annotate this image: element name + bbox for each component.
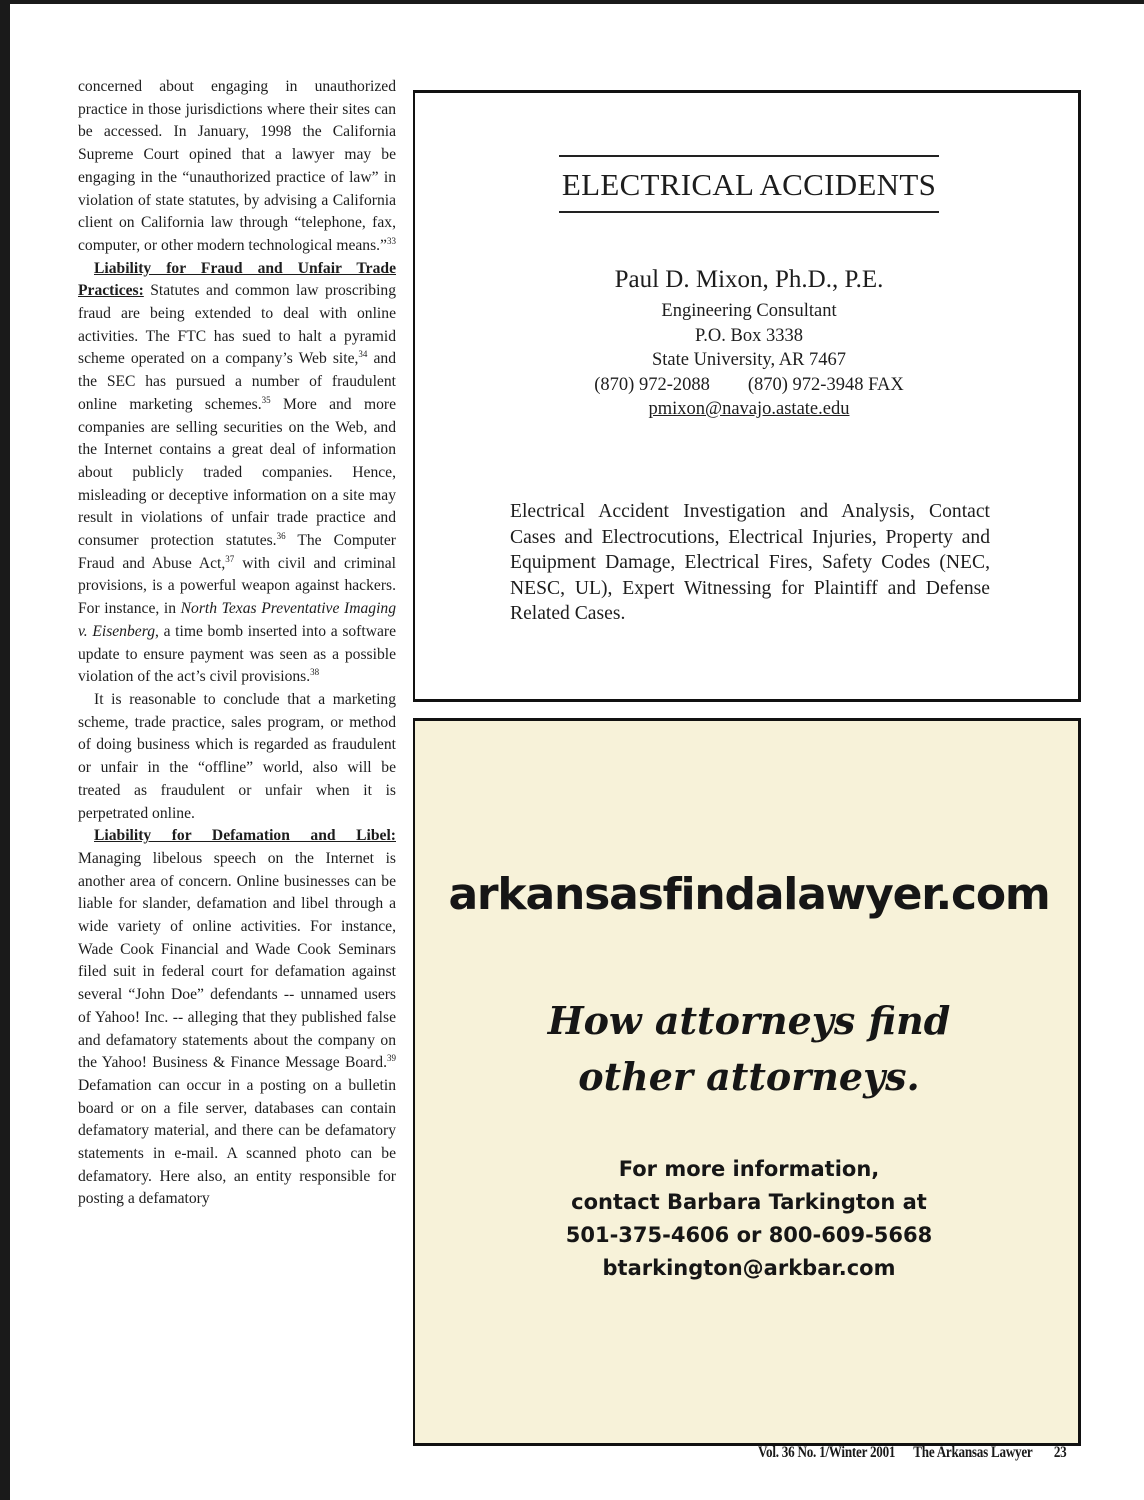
find-a-lawyer-ad: [413, 718, 1081, 1446]
phone-line: [415, 373, 1083, 398]
ad-tagline: [415, 993, 1083, 1105]
publication-name: The Arkansas Lawyer: [913, 1444, 1033, 1461]
po-box: P.O. Box 3338: [695, 325, 803, 346]
phone-number: (870) 972-2088: [594, 374, 710, 395]
fax-number: (870) 972-3948 FAX: [747, 374, 904, 395]
footnote-ref: 37: [225, 553, 235, 564]
article-paragraph: [78, 76, 396, 258]
paragraph-text: It is reasonable to conclude that a marketing scheme, trade practice, sales program, or method of doing business which is regarded as fraudulent or unfair in the “offline” world, also will be treated as fraudulent or unfair when it is perpetrated online.: [78, 690, 396, 822]
contact-info: [415, 1153, 1083, 1285]
tagline-line: How attorneys find: [547, 998, 951, 1043]
page-edge: [0, 0, 10, 1500]
paragraph-text: Managing libelous speech on the Internet is another area of concern. Online businesses can be liable for slander, defamation and libel through a wide variety of online activities. For instance, Wade Cook Financial and Wade Cook Seminars filed suit in federal court for defamation against several “John Doe” defendants -- unnamed users of Yahoo! Inc. -- alleging that they published false and defamatory statements about the company on the Yahoo! Business & Finance Message Board.: [78, 849, 396, 1072]
page-footer: [758, 1444, 1067, 1470]
tagline-line: other attorneys.: [578, 1054, 920, 1099]
page-number: 23: [1053, 1444, 1067, 1461]
info-line: contact Barbara Tarkington at: [571, 1190, 927, 1214]
email-link[interactable]: pmixon@navajo.astate.edu: [648, 399, 850, 419]
top-rule: [0, 0, 1144, 4]
ad-title-rules: [559, 155, 939, 213]
footnote-ref: 36: [276, 530, 286, 541]
footnote-ref: 35: [261, 394, 271, 405]
footnote-ref: 34: [358, 349, 368, 360]
consultant-name: Paul D. Mixon, Ph.D., P.E.: [614, 266, 884, 293]
phone-numbers: 501-375-4606 or 800-609-5668: [565, 1223, 933, 1247]
ad-title: ELECTRICAL ACCIDENTS: [561, 167, 937, 202]
article-paragraph: [78, 689, 396, 825]
paragraph-text: Statutes and common law proscribing fraud are being extended to deal with online activities. The FTC has sued to halt a pyramid scheme operated on a company’s Web site,: [78, 282, 396, 368]
services-description: Electrical Accident Investigation and Analysis, Contact Cases and Electrocutions, Electrical Injuries, Property and Equipment Damage, Electrical Fires, Safety Codes (NEC, NESC, UL), Expert Witnessing for Plaintiff and Defense Related Cases.: [510, 501, 990, 624]
paragraph-text: , a time bomb inserted into a software update to ensure payment was seen as a possible violation of the act’s civil provisions.: [78, 622, 397, 686]
paragraph-text: and the SEC has pursued a number of fraudulent online marketing schemes.: [78, 350, 396, 413]
info-line: For more information,: [618, 1157, 880, 1181]
paragraph-text: concerned about engaging in unauthorized practice in those jurisdictions where their sites can be accessed. In January, 1998 the California Supreme Court opined that a lawyer may be engaging in the “unauthorized practice of law” in violation of state statutes, by advising a California client on California law through “telephone, fax, computer, or other modern technological means.”: [78, 78, 396, 254]
paragraph-text: More and more companies are selling securities on the Web, and the Internet contains a great deal of information about publicly traded companies. Hence, misleading or deceptive information on a site may result in violations of unfair trade practice and consumer protection statutes.: [78, 395, 396, 550]
case-citation: North Texas Preventative Imaging v. Eisenberg: [78, 600, 396, 640]
website-link[interactable]: arkansasfindalawyer.com: [448, 869, 1050, 920]
article-paragraph: [78, 258, 396, 689]
paragraph-text: with civil and criminal provisions, is a powerful weapon against hackers. For instance, in: [78, 554, 396, 618]
issue-info: Vol. 36 No. 1/Winter 2001: [758, 1444, 896, 1461]
consultant-contact: [415, 263, 1083, 422]
section-heading: Liability for Defamation and Libel:: [94, 827, 396, 845]
section-heading: Liability for Fraud and Unfair Trade Practices:: [78, 259, 396, 300]
footnote-ref: 33: [386, 235, 396, 246]
paragraph-text: Defamation can occur in a posting on a bulletin board or on a file server, databases can contain defamatory material, and there can be defamatory statements in e-mail. A scanned photo can be defamatory. Here also, an entity responsible for posting a defamatory: [78, 1076, 396, 1208]
consultant-role: Engineering Consultant: [661, 301, 837, 321]
paragraph-text: The Computer Fraud and Abuse Act,: [78, 532, 396, 572]
footnote-ref: 38: [310, 667, 320, 678]
footnote-ref: 39: [387, 1053, 396, 1064]
city-line: State University, AR 7467: [651, 350, 847, 370]
electrical-accidents-ad: [413, 90, 1081, 702]
email-link[interactable]: btarkington@arkbar.com: [602, 1256, 896, 1280]
article-paragraph: [78, 825, 396, 1211]
article-column: [78, 76, 396, 1211]
